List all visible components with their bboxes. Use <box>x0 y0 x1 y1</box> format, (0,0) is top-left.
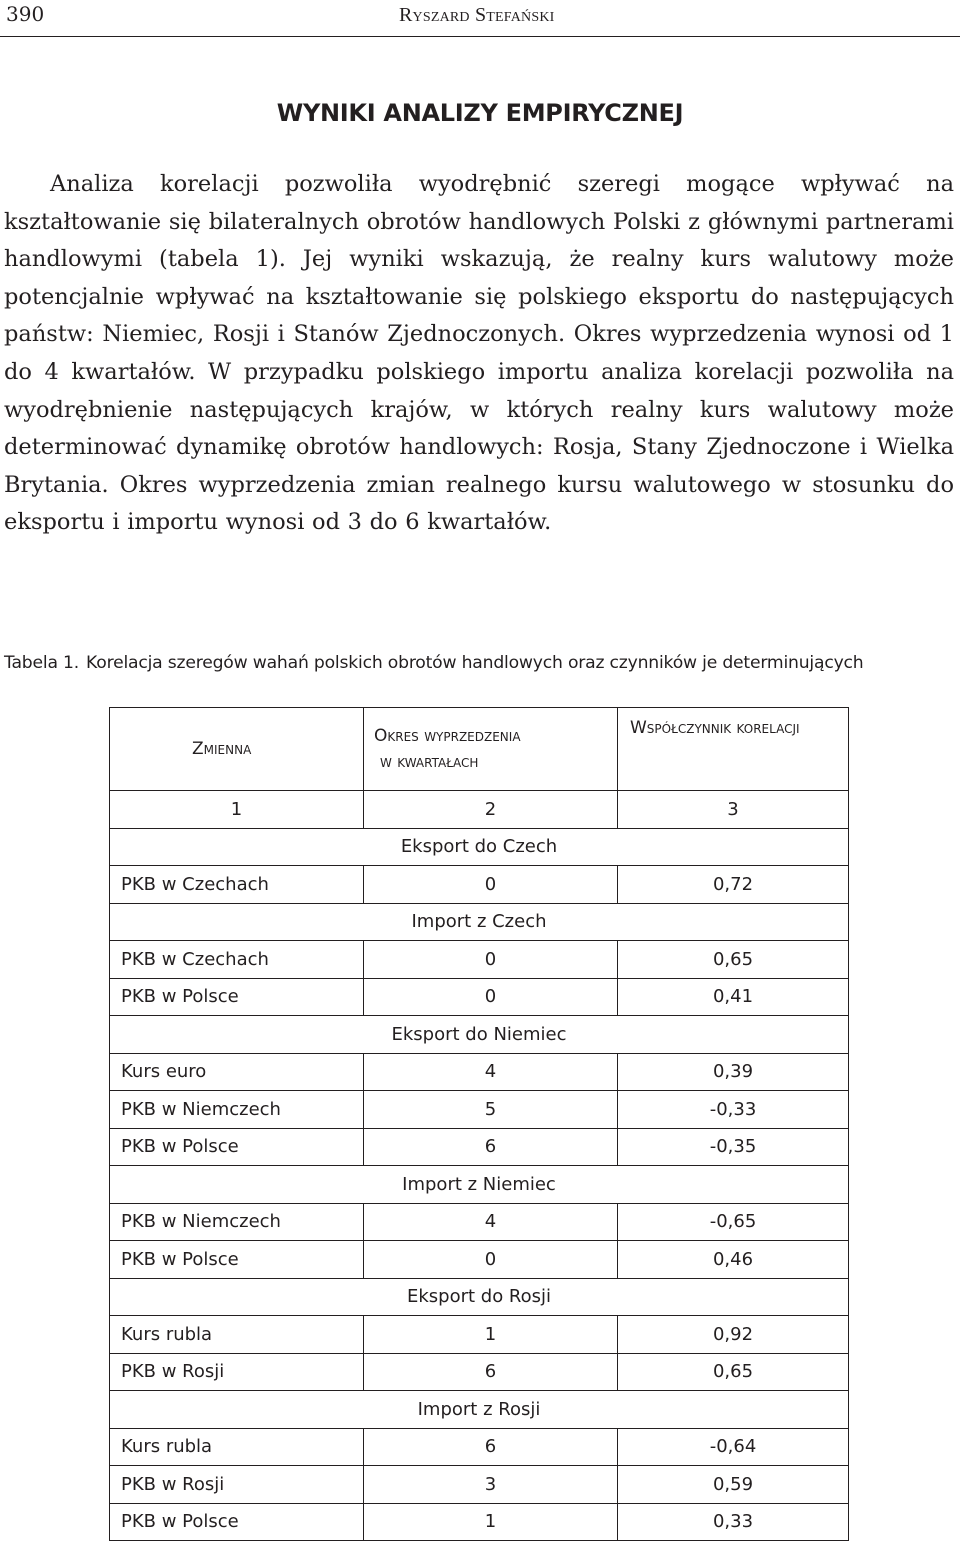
lead-period-cell: 6 <box>364 1128 618 1166</box>
page-header <box>0 0 960 37</box>
correlation-cell: 0,41 <box>618 978 849 1016</box>
table-row <box>110 1503 849 1541</box>
correlation-cell: 0,92 <box>618 1316 849 1354</box>
variable-cell: PKB w Czechach <box>110 866 364 904</box>
table-group-row <box>110 903 849 941</box>
lead-period-cell: 6 <box>364 1353 618 1391</box>
variable-cell: PKB w Niemczech <box>110 1091 364 1129</box>
correlation-cell: 0,72 <box>618 866 849 904</box>
variable-cell: PKB w Polsce <box>110 1241 364 1279</box>
variable-cell: PKB w Rosji <box>110 1353 364 1391</box>
table-group-row <box>110 1166 849 1204</box>
header-variable-label: Zmienna <box>192 739 252 759</box>
variable-cell: PKB w Niemczech <box>110 1203 364 1241</box>
header-correlation <box>618 708 849 791</box>
correlation-cell: 0,65 <box>618 1353 849 1391</box>
column-number-1: 1 <box>110 791 364 829</box>
table-row <box>110 1316 849 1354</box>
lead-period-cell: 6 <box>364 1428 618 1466</box>
header-correlation-label: Współczynnik korelacji <box>630 718 800 738</box>
variable-cell: PKB w Rosji <box>110 1466 364 1504</box>
table-row <box>110 1466 849 1504</box>
running-head-author: Ryszard Stefański <box>399 4 555 26</box>
correlation-cell: 0,65 <box>618 941 849 979</box>
table-row <box>110 978 849 1016</box>
variable-cell: PKB w Czechach <box>110 941 364 979</box>
correlation-cell: -0,64 <box>618 1428 849 1466</box>
correlation-table <box>109 707 849 1541</box>
correlation-cell: -0,65 <box>618 1203 849 1241</box>
lead-period-cell: 4 <box>364 1203 618 1241</box>
paragraph-text: Analiza korelacji pozwoliła wyodrębnić szeregi mogące wpływać na kształtowanie się bilateralnych obrotów handlowych Polski z głównymi partnerami handlowymi (tabela 1). Jej wyniki wskazują, że realny kurs walutowy może potencjalnie wpływać na kształtowanie się polskiego eksportu do następujących państw: Niemiec, Rosji i Stanów Zjednoczonych. Okres wyprzedzenia wynosi od 1 do 4 kwartałów. W przypadku polskiego importu analiza korelacji pozwoliła na wyodrębnienie następujących krajów, w których realny kurs walutowy może determinować dynamikę obrotów handlowych: Rosja, Stany Zjednoczone i Wielka Brytania. Okres wyprzedzenia zmian realnego kursu walutowego w stosunku do eksportu i importu wynosi od 3 do 6 kwartałów. <box>4 171 954 536</box>
correlation-cell: 0,59 <box>618 1466 849 1504</box>
header-lead-period-line1: Okres wyprzedzenia <box>374 726 521 746</box>
table-group-title: Import z Niemiec <box>110 1166 849 1204</box>
table-row <box>110 1128 849 1166</box>
table-group-title: Import z Rosji <box>110 1391 849 1429</box>
lead-period-cell: 0 <box>364 941 618 979</box>
table-group-row <box>110 1278 849 1316</box>
table-caption-label: Tabela 1. <box>4 653 80 673</box>
correlation-cell: -0,35 <box>618 1128 849 1166</box>
section-title: WYNIKI ANALIZY EMPIRYCZNEJ <box>276 99 684 127</box>
body-paragraph <box>4 166 954 542</box>
variable-cell: Kurs rubla <box>110 1316 364 1354</box>
table-header-row <box>110 708 849 791</box>
header-variable <box>110 708 364 791</box>
table-group-title: Eksport do Niemiec <box>110 1016 849 1054</box>
column-number-3: 3 <box>618 791 849 829</box>
table-caption-text: Korelacja szeregów wahań polskich obrotów handlowych oraz czynników je determinujących <box>86 653 864 673</box>
table-group-row <box>110 1016 849 1054</box>
table-group-title: Import z Czech <box>110 903 849 941</box>
header-lead-period <box>364 708 618 791</box>
table-group-row <box>110 1391 849 1429</box>
column-number-row <box>110 791 849 829</box>
lead-period-cell: 3 <box>364 1466 618 1504</box>
lead-period-cell: 1 <box>364 1316 618 1354</box>
table-row <box>110 1353 849 1391</box>
table-group-title: Eksport do Czech <box>110 828 849 866</box>
table-body <box>110 791 849 1541</box>
column-number-2: 2 <box>364 791 618 829</box>
lead-period-cell: 0 <box>364 866 618 904</box>
table-group-title: Eksport do Rosji <box>110 1278 849 1316</box>
table-row <box>110 1203 849 1241</box>
lead-period-cell: 0 <box>364 978 618 1016</box>
table-row <box>110 1428 849 1466</box>
table-row <box>110 866 849 904</box>
table-caption <box>4 648 960 678</box>
variable-cell: PKB w Polsce <box>110 1503 364 1541</box>
variable-cell: Kurs rubla <box>110 1428 364 1466</box>
table-row <box>110 1053 849 1091</box>
correlation-cell: 0,39 <box>618 1053 849 1091</box>
variable-cell: PKB w Polsce <box>110 978 364 1016</box>
variable-cell: PKB w Polsce <box>110 1128 364 1166</box>
correlation-cell: 0,33 <box>618 1503 849 1541</box>
table-group-row <box>110 828 849 866</box>
table-row <box>110 1241 849 1279</box>
lead-period-cell: 0 <box>364 1241 618 1279</box>
table-row <box>110 1091 849 1129</box>
lead-period-cell: 5 <box>364 1091 618 1129</box>
page-number: 390 <box>6 2 45 26</box>
correlation-cell: -0,33 <box>618 1091 849 1129</box>
header-lead-period-line2: w kwartałach <box>380 752 479 772</box>
lead-period-cell: 4 <box>364 1053 618 1091</box>
table-row <box>110 941 849 979</box>
correlation-cell: 0,46 <box>618 1241 849 1279</box>
lead-period-cell: 1 <box>364 1503 618 1541</box>
variable-cell: Kurs euro <box>110 1053 364 1091</box>
